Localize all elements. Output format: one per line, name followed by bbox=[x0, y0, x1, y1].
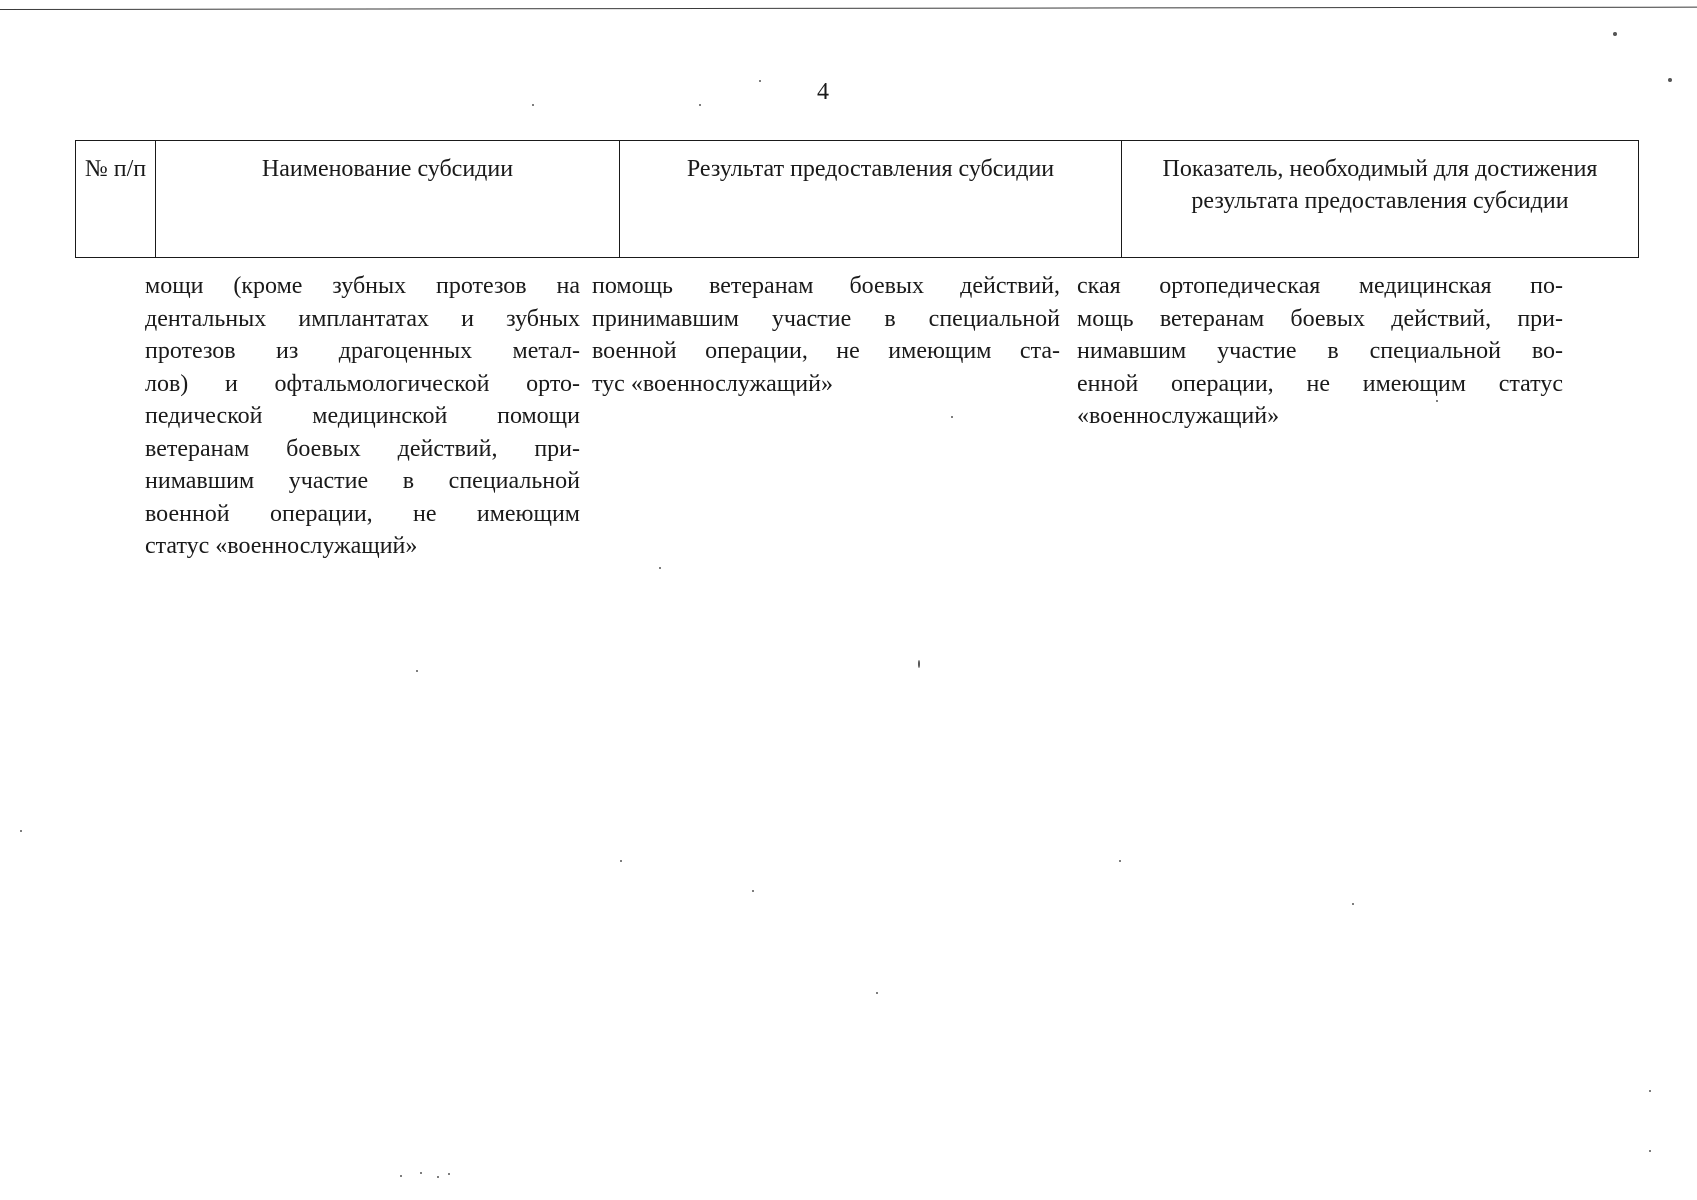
scan-speck bbox=[437, 1176, 439, 1178]
scan-speck bbox=[699, 104, 701, 106]
row-cell-result bbox=[592, 270, 1060, 400]
page-number: 4 bbox=[817, 79, 829, 105]
text-line: принимавшим участие в специальной bbox=[592, 305, 1060, 332]
text-line: нимавшим участие в специальной bbox=[145, 468, 580, 494]
text-line: статус «военнослужащий» bbox=[145, 533, 418, 559]
text-line: дентальных имплантатах и зубных bbox=[145, 305, 580, 332]
table-header bbox=[75, 140, 1639, 258]
text-line: помощь ветеранам боевых действий, bbox=[592, 273, 1060, 299]
text-line: военной операции, не имеющим ста- bbox=[592, 338, 1060, 364]
scan-speck bbox=[1352, 903, 1354, 905]
text-line: енной операции, не имеющим статус bbox=[1077, 370, 1563, 397]
header-cell-indicator: Показатель, необходимый для достижения результата предоставления субсидии bbox=[1122, 141, 1639, 258]
scan-speck bbox=[1119, 860, 1121, 862]
text-line: мощь ветеранам боевых действий, при- bbox=[1077, 305, 1563, 332]
scan-speck bbox=[1436, 400, 1438, 402]
scan-speck bbox=[448, 1173, 450, 1175]
scan-speck bbox=[876, 992, 878, 994]
scan-speck bbox=[918, 660, 920, 668]
scan-speck bbox=[659, 567, 661, 569]
scan-speck bbox=[20, 830, 22, 832]
scan-edge-line bbox=[0, 7, 1697, 10]
row-cell-subsidy-name bbox=[145, 270, 580, 563]
text-line: военной операции, не имеющим bbox=[145, 500, 580, 527]
scan-speck bbox=[759, 80, 761, 82]
scan-speck bbox=[620, 860, 622, 862]
scan-speck bbox=[752, 890, 754, 892]
scan-speck bbox=[951, 416, 953, 418]
text-line: ская ортопедическая медицинская по- bbox=[1077, 273, 1563, 299]
text-line: ветеранам боевых действий, при- bbox=[145, 435, 580, 462]
scan-speck bbox=[1649, 1150, 1651, 1152]
scan-speck bbox=[1649, 1090, 1651, 1092]
text-line: тус «военнослужащий» bbox=[592, 370, 833, 397]
scan-speck bbox=[420, 1172, 422, 1174]
scan-speck bbox=[1613, 32, 1617, 36]
scan-speck bbox=[416, 670, 418, 672]
scan-speck bbox=[400, 1175, 402, 1177]
text-line: лов) и офтальмологической орто- bbox=[145, 370, 580, 397]
scan-speck bbox=[532, 104, 534, 106]
table-header-row bbox=[76, 141, 1639, 258]
header-cell-result: Результат предоставления субсидии bbox=[620, 141, 1122, 258]
scan-speck bbox=[1668, 78, 1672, 82]
text-line: нимавшим участие в специальной во- bbox=[1077, 338, 1563, 364]
header-cell-subsidy-name: Наименование субсидии bbox=[156, 141, 620, 258]
text-line: «военнослужащий» bbox=[1077, 403, 1280, 429]
header-cell-number: № п/п bbox=[76, 141, 156, 258]
text-line: мощи (кроме зубных протезов на bbox=[145, 273, 580, 299]
text-line: педической медицинской помощи bbox=[145, 403, 580, 429]
text-line: протезов из драгоценных метал- bbox=[145, 338, 580, 364]
row-cell-indicator bbox=[1077, 270, 1563, 433]
